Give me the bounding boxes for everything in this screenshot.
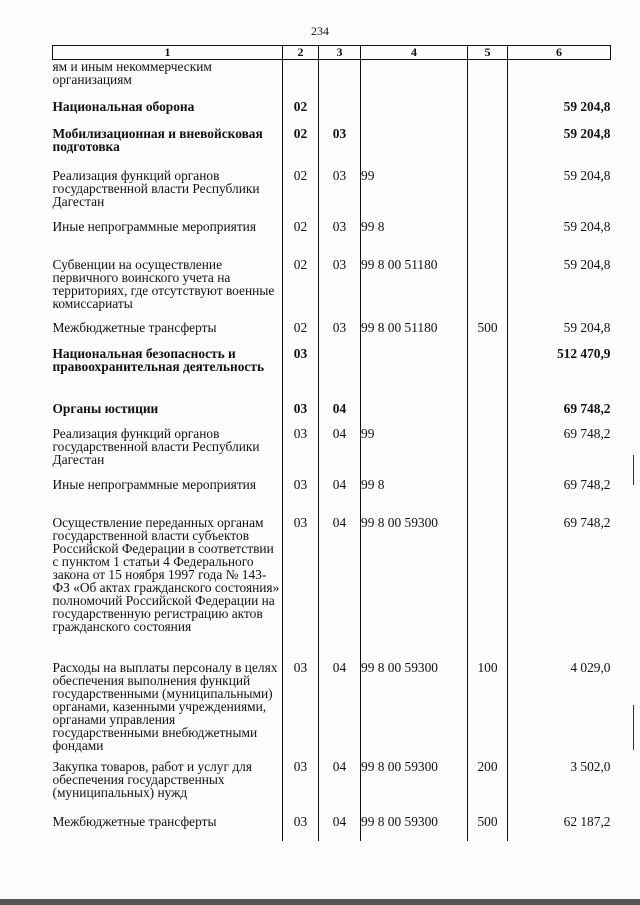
row-article: 99 8 00 51180 (361, 258, 468, 321)
row-section: 02 (283, 169, 319, 220)
row-article (361, 60, 468, 100)
table-row (53, 760, 611, 815)
table-row (53, 661, 611, 760)
col-header-2: 2 (283, 46, 319, 60)
row-section: 03 (283, 516, 319, 661)
row-article: 99 8 00 59300 (361, 661, 468, 760)
table-row (53, 347, 611, 402)
row-amount: 59 204,8 (508, 321, 611, 347)
row-amount: 59 204,8 (508, 169, 611, 220)
row-article: 99 (361, 427, 468, 478)
row-amount: 59 204,8 (508, 220, 611, 258)
row-subsection (319, 60, 361, 100)
row-name: Межбюджетные трансферты (52, 813, 217, 829)
row-name: Реализация функций органов государственной власти Республики Дагестан (52, 167, 260, 209)
row-subsection: 03 (319, 321, 361, 347)
table-row (53, 815, 611, 841)
row-type (468, 516, 508, 661)
row-article (361, 127, 468, 169)
row-section: 02 (283, 220, 319, 258)
row-article: 99 8 00 59300 (361, 516, 468, 661)
col-header-4: 4 (361, 46, 468, 60)
row-subsection: 03 (319, 127, 361, 169)
row-subsection: 03 (319, 169, 361, 220)
row-subsection: 03 (319, 258, 361, 321)
row-article (361, 347, 468, 402)
row-amount: 59 204,8 (508, 127, 611, 169)
table-row (53, 127, 611, 169)
row-name: Национальная оборона (52, 98, 195, 114)
row-section: 03 (283, 427, 319, 478)
page-number: 234 (311, 24, 329, 38)
row-section: 03 (283, 347, 319, 402)
row-section: 02 (283, 127, 319, 169)
row-type (468, 427, 508, 478)
row-amount: 3 502,0 (508, 760, 611, 815)
row-section: 03 (283, 815, 319, 841)
row-amount: 59 204,8 (508, 100, 611, 127)
row-amount (508, 60, 611, 100)
row-name: Субвенции на осуществление первичного воинского учета на территориях, где отсутствуют военные комиссариаты (52, 256, 275, 311)
col-header-6: 6 (508, 46, 611, 60)
row-name: ям и иным некоммерческим организациям (52, 59, 212, 87)
row-article: 99 8 (361, 478, 468, 516)
row-subsection (319, 347, 361, 402)
row-subsection (319, 100, 361, 127)
col-header-3: 3 (319, 46, 361, 60)
table-row (53, 427, 611, 478)
row-amount: 69 748,2 (508, 478, 611, 516)
table-row (53, 100, 611, 127)
row-name: Иные непрограммные мероприятия (52, 218, 256, 234)
row-amount: 512 470,9 (508, 347, 611, 402)
row-type (468, 100, 508, 127)
table-row (53, 402, 611, 427)
row-article: 99 (361, 169, 468, 220)
row-section: 02 (283, 258, 319, 321)
row-article (361, 402, 468, 427)
table-row (53, 60, 611, 100)
col-header-5: 5 (468, 46, 508, 60)
row-name: Иные непрограммные мероприятия (52, 476, 256, 492)
row-amount: 69 748,2 (508, 516, 611, 661)
row-subsection: 04 (319, 815, 361, 841)
row-name: Органы юстиции (52, 400, 159, 416)
row-section (283, 60, 319, 100)
row-article: 99 8 00 51180 (361, 321, 468, 347)
row-amount: 62 187,2 (508, 815, 611, 841)
row-name: Закупка товаров, работ и услуг для обеспечения государственных (муниципальных) нужд (52, 758, 252, 800)
row-amount: 69 748,2 (508, 427, 611, 478)
row-subsection: 04 (319, 427, 361, 478)
row-type: 500 (468, 815, 508, 841)
row-type (468, 478, 508, 516)
row-article (361, 100, 468, 127)
row-name: Национальная безопасность и правоохранительная деятельность (52, 345, 265, 374)
row-subsection: 04 (319, 760, 361, 815)
row-amount: 4 029,0 (508, 661, 611, 760)
row-name: Осуществление переданных органам государственной власти субъектов Российской Федерации в соответствии с пунктом 1 статьи 4 Федерального закона от 15 ноября 1997 года № 143-ФЗ «Об актах гражданского состояния» полномочий Российской Федерации на государственную регистрацию актов гражданского состояния (52, 514, 280, 634)
row-subsection: 04 (319, 478, 361, 516)
row-section: 03 (283, 478, 319, 516)
table-row (53, 169, 611, 220)
table-header-row (53, 46, 611, 60)
row-section: 03 (283, 402, 319, 427)
row-subsection: 04 (319, 516, 361, 661)
row-name: Межбюджетные трансферты (52, 319, 217, 335)
row-section: 02 (283, 321, 319, 347)
row-type (468, 169, 508, 220)
table-row (53, 478, 611, 516)
row-type: 500 (468, 321, 508, 347)
row-type (468, 220, 508, 258)
row-type (468, 60, 508, 100)
row-type (468, 258, 508, 321)
table-row (53, 516, 611, 661)
row-section: 03 (283, 760, 319, 815)
row-amount: 59 204,8 (508, 258, 611, 321)
table-row (53, 258, 611, 321)
row-article: 99 8 00 59300 (361, 760, 468, 815)
row-subsection: 03 (319, 220, 361, 258)
row-subsection: 04 (319, 661, 361, 760)
budget-table (52, 45, 611, 841)
row-type (468, 347, 508, 402)
row-type (468, 127, 508, 169)
col-header-1: 1 (53, 46, 283, 60)
row-section: 03 (283, 661, 319, 760)
row-name: Мобилизационная и вневойсковая подготовка (52, 125, 263, 154)
scan-edge-line (633, 705, 634, 750)
table-row (53, 220, 611, 258)
row-section: 02 (283, 100, 319, 127)
table-row (53, 321, 611, 347)
row-type: 100 (468, 661, 508, 760)
row-article: 99 8 00 59300 (361, 815, 468, 841)
row-article: 99 8 (361, 220, 468, 258)
row-name: Реализация функций органов государственной власти Республики Дагестан (52, 425, 260, 467)
row-name: Расходы на выплаты персоналу в целях обеспечения выполнения функций государственными (муниципальными) органами, казенными учреждениями, органами управления государственными внебюджетными фондами (52, 659, 278, 753)
row-type: 200 (468, 760, 508, 815)
scan-bottom-border (0, 899, 640, 905)
row-amount: 69 748,2 (508, 402, 611, 427)
row-type (468, 402, 508, 427)
scan-edge-line (633, 455, 634, 485)
row-subsection: 04 (319, 402, 361, 427)
